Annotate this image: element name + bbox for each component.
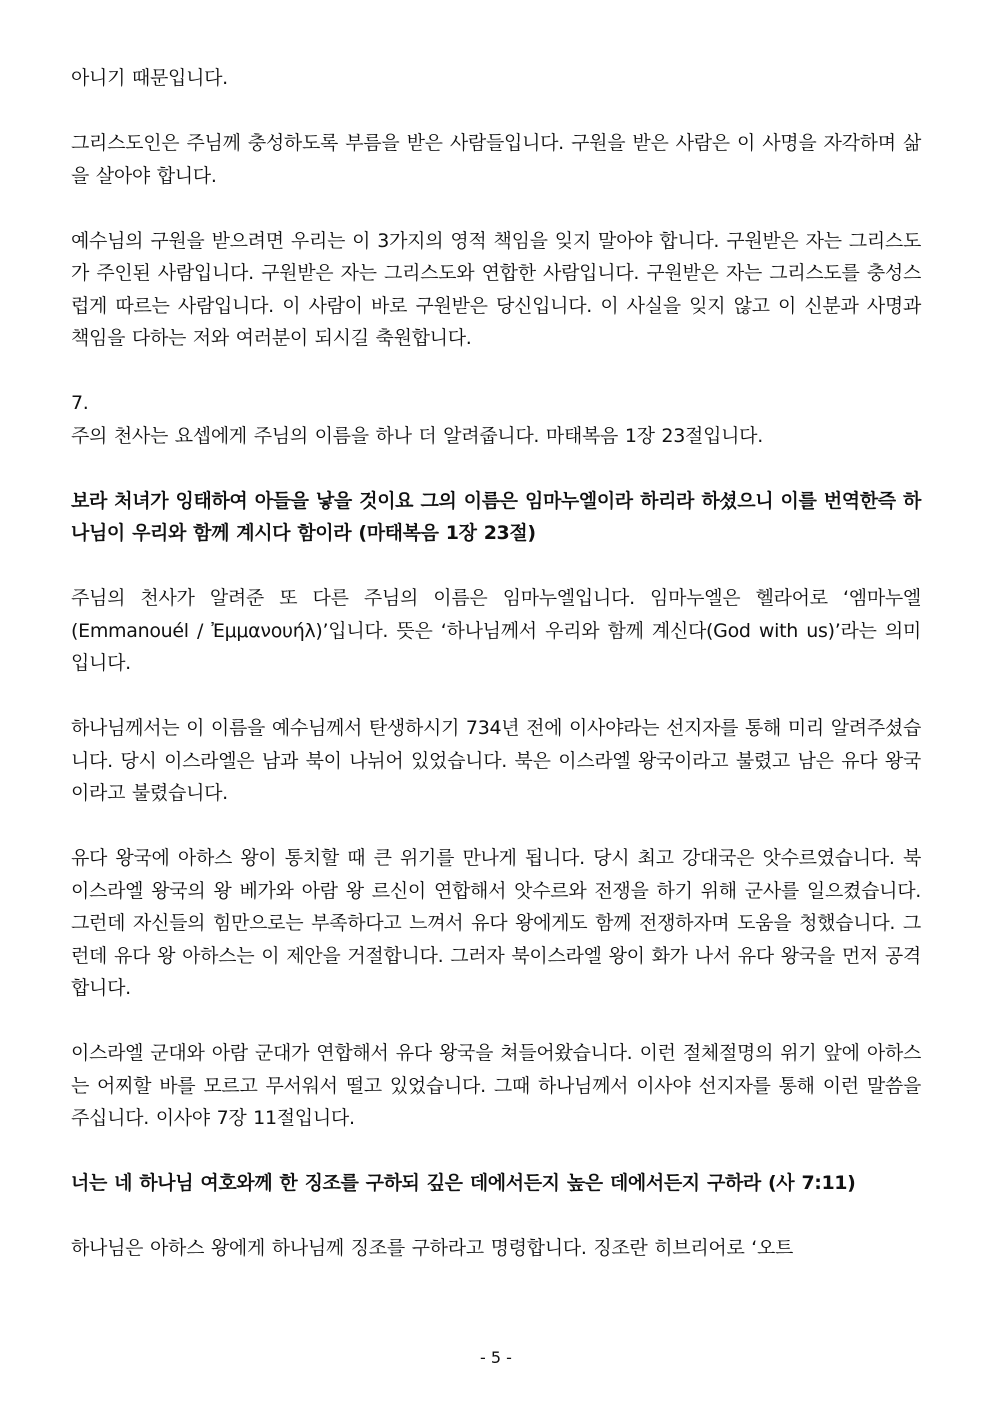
scripture-quote-1: 보라 처녀가 잉태하여 아들을 낳을 것이요 그의 이름은 임마누엘이라 하리라 하셨으니 이를 번역한즉 하나님이 우리와 함께 계시다 함이라 (마태복음 1장 23절) [71, 489, 921, 544]
paragraph-6: 하나님께서는 이 이름을 예수님께서 탄생하시기 734년 전에 이사야라는 선지자를 통해 미리 알려주셨습니다. 당시 이스라엘은 남과 북이 나뉘어 있었습니다. 북은 이스라엘 왕국이라고 불렸고 남은 유다 왕국이라고 불렸습니다. [71, 717, 921, 804]
paragraph-3: 예수님의 구원을 받으려면 우리는 이 3가지의 영적 책임을 잊지 말아야 합니다. 구원받은 자는 그리스도가 주인된 사람입니다. 구원받은 자는 그리스도와 연합한 사람입니다. 구원받은 자는 그리스도를 충성스럽게 따르는 사람입니다. 이 사람이 바로 구원받은 당신입니다. 이 사실을 잊지 않고 이 신분과 사명과 책임을 다하는 저와 여러분이 되시길 축원합니다. [71, 229, 921, 349]
paragraph-4: 주의 천사는 요셉에게 주님의 이름을 하나 더 알려줍니다. 마태복음 1장 23절입니다. [71, 424, 763, 447]
section-number: 7. [71, 392, 89, 414]
paragraph-5: 주님의 천사가 알려준 또 다른 주님의 이름은 임마누엘입니다. 임마누엘은 헬라어로 ‘엠마누엘(Emmanouél / Ἐμμανουήλ)’입니다. 뜻은 ‘하나님께서 우리와 함께 계신다(God with us)’라는 의미입니다. [71, 587, 921, 674]
paragraph-8: 이스라엘 군대와 아람 군대가 연합해서 유다 왕국을 쳐들어왔습니다. 이런 절체절명의 위기 앞에 아하스는 어찌할 바를 모르고 무서워서 떨고 있었습니다. 그때 하나님께서 이사야 선지자를 통해 이런 말씀을 주십니다. 이사야 7장 11절입니다. [71, 1042, 921, 1129]
paragraph-1: 아니기 때문입니다. [71, 67, 228, 89]
page-body [71, 62, 921, 1265]
paragraph-2: 그리스도인은 주님께 충성하도록 부름을 받은 사람들입니다. 구원을 받은 사람은 이 사명을 자각하며 삶을 살아야 합니다. [71, 132, 921, 187]
paragraph-7: 유다 왕국에 아하스 왕이 통치할 때 큰 위기를 만나게 됩니다. 당시 최고 강대국은 앗수르였습니다. 북 이스라엘 왕국의 왕 베가와 아람 왕 르신이 연합해서 앗수르와 전쟁을 하기 위해 군사를 일으켰습니다. 그런데 자신들의 힘만으로는 부족하다고 느껴서 유다 왕에게도 함께 전쟁하자며 도움을 청했습니다. 그런데 유다 왕 아하스는 이 제안을 거절합니다. 그러자 북이스라엘 왕이 화가 나서 유다 왕국을 먼저 공격합니다. [71, 847, 921, 999]
paragraph-9: 하나님은 아하스 왕에게 하나님께 징조를 구하라고 명령합니다. 징조란 히브리어로 ‘오트 [71, 1237, 794, 1259]
scripture-quote-2: 너는 네 하나님 여호와께 한 징조를 구하되 깊은 데에서든지 높은 데에서든지 구하라 (사 7:11) [71, 1172, 856, 1194]
page-number: - 5 - [480, 1348, 512, 1367]
